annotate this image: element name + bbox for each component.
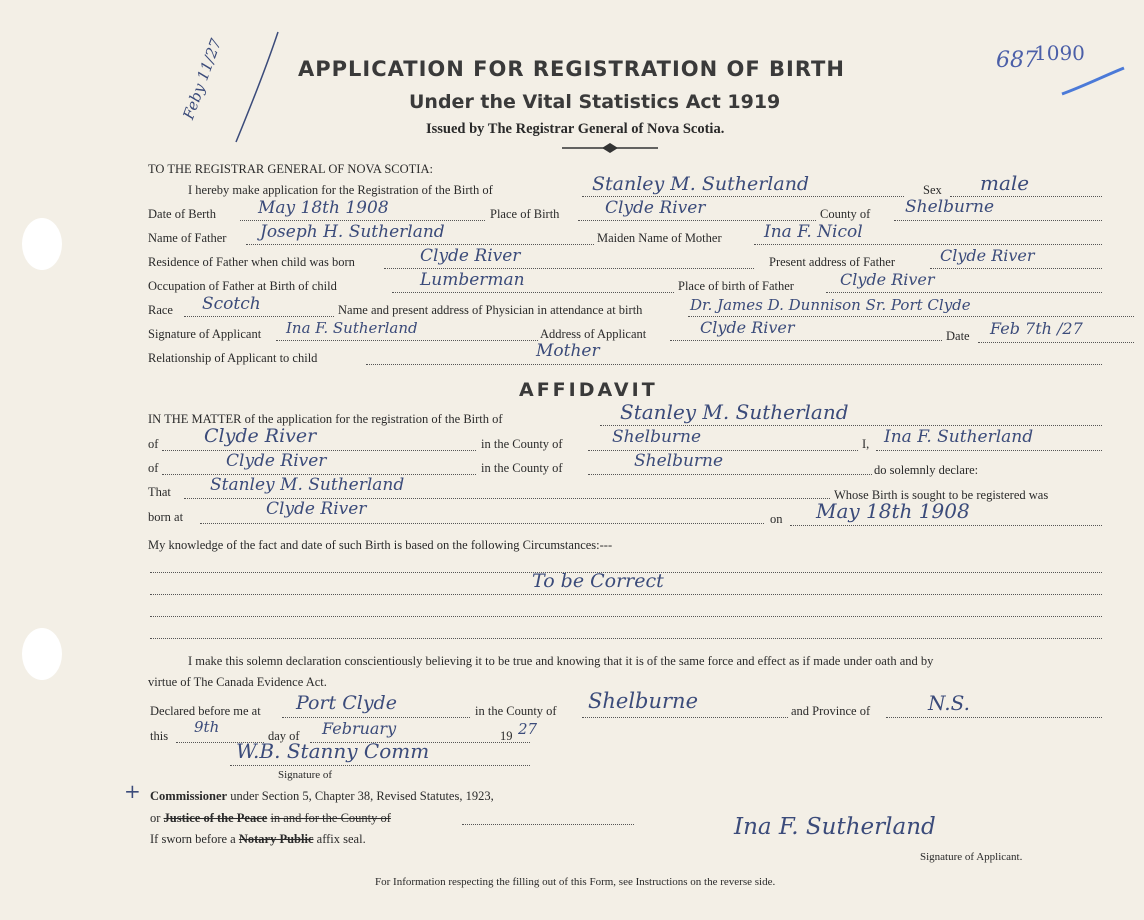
- month-entry: February: [322, 719, 397, 738]
- notary-label: Notary Public: [238, 832, 314, 846]
- date-label: Date: [946, 329, 970, 343]
- province-entry: N.S.: [928, 691, 970, 715]
- aff-county-entry-2: Shelburne: [634, 451, 724, 471]
- aff-on-entry: May 18th 1908: [816, 499, 970, 523]
- physician-label: Name and present address of Physician in attendance at birth: [338, 303, 643, 317]
- sex-label: Sex: [923, 183, 942, 197]
- signature-of-applicant-label: Signature of Applicant.: [920, 851, 1023, 863]
- punch-hole-top: [22, 218, 62, 270]
- justice-rest: in and for the County of: [270, 811, 391, 825]
- county-entry: Shelburne: [905, 197, 995, 217]
- signature-of-label: Signature of: [278, 769, 333, 781]
- aff-county-label-1: in the County of: [481, 437, 563, 451]
- if-sworn-label: If sworn before a: [150, 832, 236, 846]
- place-birth-father-label: Place of birth of Father: [678, 279, 794, 293]
- date-signed-entry: Feb 7th /27: [990, 319, 1083, 338]
- this-label: this: [150, 729, 169, 743]
- aff-county-entry-1: Shelburne: [612, 427, 702, 447]
- form-title: APPLICATION FOR REGISTRATION OF BIRTH: [298, 57, 845, 81]
- aff-of-entry-1: Clyde River: [204, 425, 317, 447]
- residence-father-label: Residence of Father when child was born: [148, 255, 355, 269]
- aff-i-label: I,: [862, 437, 870, 451]
- aff-that-entry: Stanley M. Sutherland: [210, 475, 405, 495]
- county-label: County of: [820, 207, 871, 221]
- in-the-matter-label: IN THE MATTER of the application for the registration of the Birth of: [148, 412, 503, 426]
- number-pen-stroke: [1058, 64, 1128, 98]
- issued-by: Issued by The Registrar General of Nova Scotia.: [426, 121, 725, 137]
- occupation-father-label: Occupation of Father at Birth of child: [148, 279, 337, 293]
- physician-entry: Dr. James D. Dunnison Sr. Port Clyde: [690, 296, 971, 314]
- commissioner-signature: W.B. Stanny Comm: [236, 739, 430, 763]
- circumstances-entry: To be Correct: [532, 570, 664, 592]
- day-entry: 9th: [194, 718, 220, 736]
- commissioner-label: Commissioner: [150, 789, 228, 803]
- relationship-label: Relationship of Applicant to child: [148, 351, 318, 365]
- ornament-divider: [560, 142, 660, 154]
- form-number-b: 1090: [1034, 41, 1085, 65]
- declared-county-entry: Shelburne: [588, 689, 699, 713]
- form-subtitle: Under the Vital Statistics Act 1919: [409, 91, 781, 113]
- aff-declarant-entry: Ina F. Sutherland: [884, 427, 1034, 447]
- form-number-a: 687: [996, 48, 1038, 73]
- mother-maiden-label: Maiden Name of Mother: [597, 231, 722, 245]
- punch-hole-bottom: [22, 628, 62, 680]
- aff-born-at-entry: Clyde River: [266, 499, 367, 519]
- affix-seal-label: affix seal.: [316, 832, 366, 846]
- justice-label: Justice of the Peace: [163, 811, 268, 825]
- applicant-address-entry: Clyde River: [700, 318, 795, 337]
- present-address-father-entry: Clyde River: [940, 246, 1035, 265]
- affidavit-heading: AFFIDAVIT: [519, 379, 658, 401]
- race-label: Race: [148, 303, 173, 317]
- signature-applicant-label: Signature of Applicant: [148, 327, 262, 341]
- aff-of-entry-2: Clyde River: [226, 451, 327, 471]
- do-solemnly-label: do solemnly declare:: [874, 463, 979, 477]
- declared-before-label: Declared before me at: [150, 704, 261, 718]
- whose-birth-label: Whose Birth is sought to be registered was: [834, 488, 1049, 502]
- province-label: and Province of: [791, 704, 871, 718]
- occupation-father-entry: Lumberman: [420, 270, 525, 290]
- address-applicant-label: Address of Applicant: [540, 327, 647, 341]
- margin-slash-mark: [228, 28, 288, 148]
- place-birth-father-entry: Clyde River: [840, 270, 935, 289]
- applicant-signature-bottom: Ina F. Sutherland: [734, 814, 936, 840]
- hereby-label: I hereby make application for the Registration of the Birth of: [188, 183, 493, 197]
- declared-at-entry: Port Clyde: [296, 692, 397, 714]
- margin-note: Feby 11/27: [179, 36, 226, 122]
- date-of-birth-entry: May 18th 1908: [258, 198, 389, 218]
- year-prefix: 19: [500, 729, 513, 743]
- commissioner-rest: under Section 5, Chapter 38, Revised Statutes, 1923,: [230, 789, 494, 803]
- relationship-entry: Mother: [536, 341, 600, 361]
- father-name-label: Name of Father: [148, 231, 227, 245]
- that-label: That: [148, 485, 171, 499]
- cross-mark: +: [124, 779, 141, 803]
- declaration-line-2: virtue of The Canada Evidence Act.: [148, 675, 327, 689]
- child-name-entry: Stanley M. Sutherland: [592, 173, 810, 195]
- declaration-line-1: I make this solemn declaration conscientiously believing it to be true and knowing that it is of the same force and effect as if made under oath and by: [188, 654, 934, 668]
- aff-of-label-1: of: [148, 437, 159, 451]
- day-of-label: day of: [268, 729, 300, 743]
- aff-of-label-2: of: [148, 461, 159, 475]
- aff-child-name-entry: Stanley M. Sutherland: [620, 400, 849, 424]
- sex-entry: male: [980, 171, 1030, 195]
- footer-note: For Information respecting the filling out of this Form, see Instructions on the reverse side.: [375, 876, 776, 888]
- my-knowledge-label: My knowledge of the fact and date of such Birth is based on the following Circumstances:---: [148, 538, 613, 552]
- place-of-birth-label: Place of Birth: [490, 207, 560, 221]
- applicant-signature-entry: Ina F. Sutherland: [286, 319, 418, 337]
- mother-maiden-entry: Ina F. Nicol: [764, 222, 863, 242]
- residence-father-entry: Clyde River: [420, 246, 521, 266]
- born-at-label: born at: [148, 510, 184, 524]
- or-label: or: [150, 811, 161, 825]
- year-suffix-entry: 27: [518, 720, 538, 738]
- father-name-entry: Joseph H. Sutherland: [260, 222, 445, 242]
- present-address-father-label: Present address of Father: [769, 255, 896, 269]
- to-registrar-label: TO THE REGISTRAR GENERAL OF NOVA SCOTIA:: [148, 162, 433, 176]
- place-of-birth-entry: Clyde River: [605, 198, 706, 218]
- race-entry: Scotch: [202, 294, 261, 314]
- declared-county-label: in the County of: [475, 704, 557, 718]
- on-label: on: [770, 512, 783, 526]
- aff-county-label-2: in the County of: [481, 461, 563, 475]
- date-of-birth-label: Date of Berth: [148, 207, 217, 221]
